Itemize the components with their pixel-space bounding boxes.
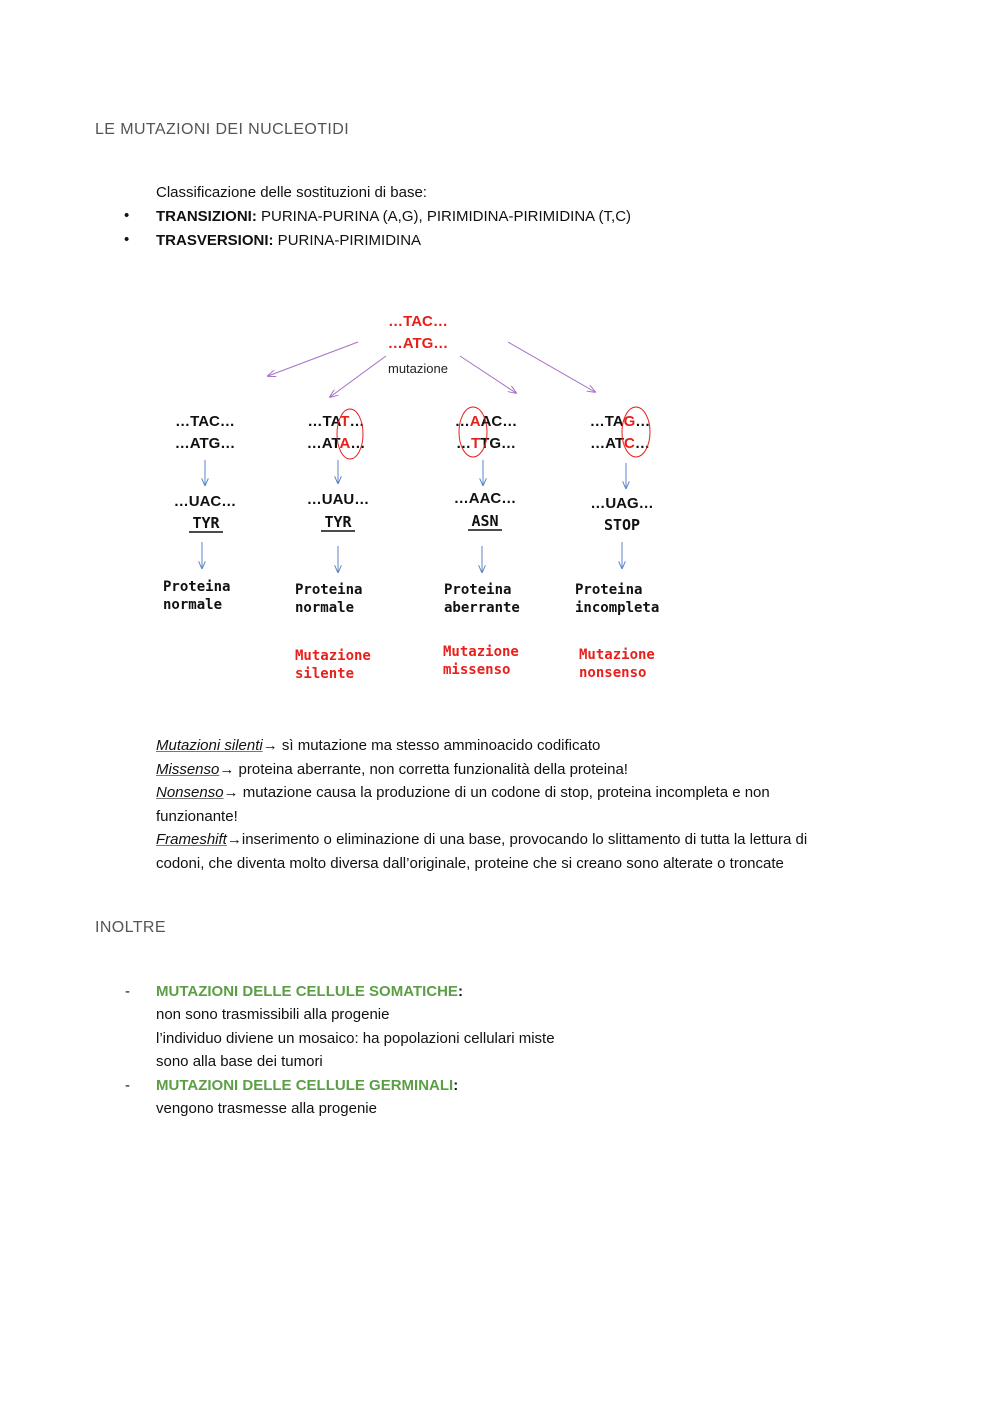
definition-text: proteina aberrante, non corretta funzionalità della proteina! bbox=[234, 761, 628, 778]
dna-line1: …TAC… bbox=[175, 413, 235, 430]
protein-col4-line2: incompleta bbox=[575, 600, 660, 616]
definition-nonsense-cont: funzionante! bbox=[156, 808, 238, 825]
type-col4-line2: nonsenso bbox=[579, 665, 647, 681]
type-col2-line2: silente bbox=[295, 666, 355, 682]
arrow-icon: → bbox=[219, 761, 235, 778]
somatic-line: sono alla base dei tumori bbox=[156, 1053, 323, 1070]
definition-term: Nonsenso bbox=[156, 784, 224, 801]
dna-line1: …TAG… bbox=[589, 413, 651, 430]
dash-symbol: - bbox=[125, 1077, 130, 1094]
amino-acid-col1: TYR bbox=[192, 514, 220, 532]
somatic-title bbox=[156, 983, 463, 1000]
amino-acid-col3: ASN bbox=[471, 512, 499, 530]
definition-text: inserimento o eliminazione di una base, provocando lo slittamento di tutta la lettura di bbox=[241, 831, 808, 848]
type-col3-line2: missenso bbox=[443, 662, 511, 678]
dna-line2: …ATG… bbox=[174, 435, 236, 452]
column-missense bbox=[454, 407, 518, 507]
column-silent bbox=[307, 409, 370, 508]
bullet-symbol: • bbox=[124, 231, 130, 248]
top-sequence-line2: …ATG… bbox=[387, 335, 449, 352]
definition-term: Missenso bbox=[156, 761, 220, 778]
somatic-line: non sono trasmissibili alla progenie bbox=[156, 1006, 390, 1023]
rna-codon: …UAU… bbox=[306, 491, 370, 508]
page-title: LE MUTAZIONI DEI NUCLEOTIDI bbox=[95, 121, 350, 138]
type-col2-line1: Mutazione bbox=[295, 648, 371, 664]
germinal-title bbox=[156, 1077, 458, 1094]
column-normal bbox=[174, 413, 237, 510]
column-nonsense bbox=[590, 407, 654, 512]
intro-text: Classificazione delle sostituzioni di base: bbox=[156, 184, 427, 201]
arrow-icon: → bbox=[226, 831, 242, 848]
colon: : bbox=[453, 1077, 459, 1094]
amino-acid-col2: TYR bbox=[324, 513, 352, 531]
type-col4-line1: Mutazione bbox=[579, 647, 655, 663]
arrow-icon: → bbox=[262, 737, 278, 754]
protein-col1-line2: normale bbox=[163, 597, 223, 613]
protein-col3-line2: aberrante bbox=[444, 600, 520, 616]
definition-frameshift bbox=[156, 831, 807, 848]
protein-col2-line1: Proteina bbox=[295, 582, 363, 598]
definition-text: mutazione causa la produzione di un codone di stop, proteina incompleta e non bbox=[238, 784, 770, 801]
top-sequence-line1: …TAC… bbox=[388, 313, 448, 330]
bullet-text: PURINA-PIRIMIDINA bbox=[273, 232, 422, 249]
germinal-line: vengono trasmesse alla progenie bbox=[156, 1100, 377, 1117]
mutation-label: mutazione bbox=[388, 361, 448, 376]
section-heading-inoltre: INOLTRE bbox=[95, 919, 166, 936]
definition-silent bbox=[156, 737, 600, 754]
bullet-label: TRASVERSIONI: bbox=[156, 232, 274, 249]
amino-acid-col4: STOP bbox=[603, 516, 641, 534]
definition-term: Mutazioni silenti bbox=[156, 737, 263, 754]
protein-col4-line1: Proteina bbox=[575, 582, 643, 598]
bullet-text: PURINA-PURINA (A,G), PIRIMIDINA-PIRIMIDINA (T,C) bbox=[256, 208, 632, 225]
protein-col3-line1: Proteina bbox=[444, 582, 512, 598]
rna-codon: …UAC… bbox=[173, 493, 237, 510]
definition-term: Frameshift bbox=[156, 831, 227, 848]
mutation-arrow-2 bbox=[330, 356, 386, 397]
dash-symbol: - bbox=[125, 983, 130, 1000]
dna-line1: …TAT… bbox=[307, 413, 365, 430]
bullet-symbol: • bbox=[124, 207, 130, 224]
protein-col1-line1: Proteina bbox=[163, 579, 231, 595]
mutation-arrow-4 bbox=[508, 342, 595, 392]
mutation-arrow-3 bbox=[460, 356, 516, 393]
dna-line1: …AAC… bbox=[454, 413, 518, 430]
mutation-arrow-1 bbox=[268, 342, 358, 376]
colon: : bbox=[457, 983, 463, 1000]
dna-line2: …ATC… bbox=[590, 435, 650, 452]
definition-text: sì mutazione ma stesso amminoacido codificato bbox=[277, 737, 601, 754]
somatic-title-text: MUTAZIONI DELLE CELLULE SOMATICHE bbox=[156, 983, 458, 1000]
rna-codon: …UAG… bbox=[590, 495, 654, 512]
rna-codon: …AAC… bbox=[453, 490, 517, 507]
dna-line2: …TTG… bbox=[455, 435, 517, 452]
germinal-title-text: MUTAZIONI DELLE CELLULE GERMINALI bbox=[156, 1077, 454, 1094]
somatic-line: l’individuo diviene un mosaico: ha popolazioni cellulari miste bbox=[156, 1030, 555, 1047]
definition-frameshift-cont: codoni, che diventa molto diversa dall’originale, proteine che si creano sono alterate o troncate bbox=[156, 855, 784, 872]
bullet-label: TRANSIZIONI: bbox=[156, 208, 257, 225]
arrow-icon: → bbox=[223, 784, 239, 801]
definition-nonsense bbox=[156, 784, 770, 801]
definition-missense bbox=[156, 761, 628, 778]
type-col3-line1: Mutazione bbox=[443, 644, 519, 660]
protein-col2-line2: normale bbox=[295, 600, 355, 616]
dna-line2: …ATA… bbox=[306, 435, 366, 452]
